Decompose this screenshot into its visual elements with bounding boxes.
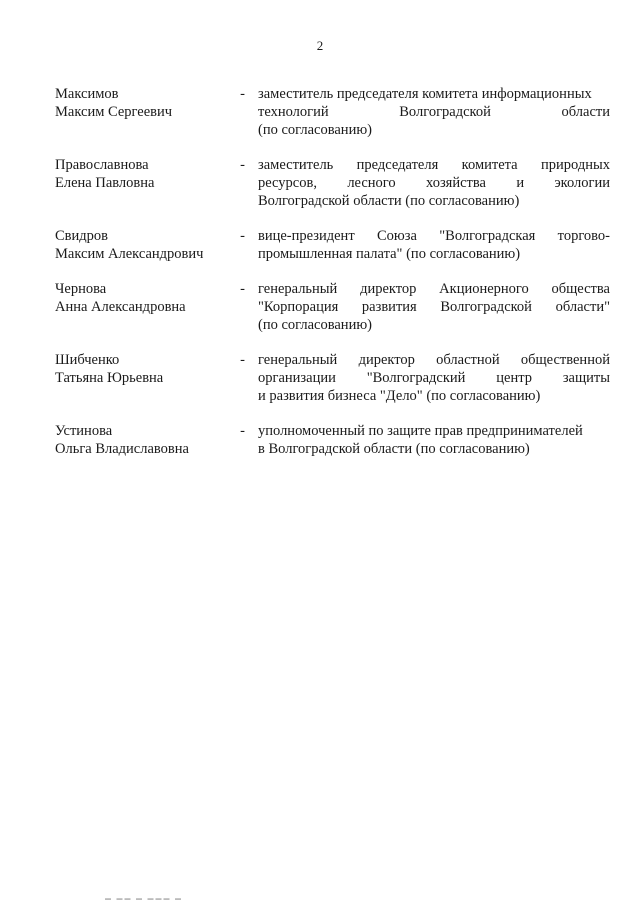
member-surname: Максимов — [55, 86, 119, 102]
role-line — [258, 387, 610, 405]
role-word: уполномоченный по защите прав предпринимателей — [258, 423, 583, 439]
role-word: технологий — [258, 104, 329, 120]
member-role — [258, 156, 610, 210]
member-role — [258, 422, 610, 458]
role-word: "Волгоградская — [439, 228, 536, 244]
role-line — [258, 316, 610, 334]
role-word: развития — [361, 299, 417, 315]
role-word: защиты — [562, 370, 610, 386]
member-role — [258, 227, 610, 263]
role-word: в Волгоградской области (по согласованию) — [258, 441, 530, 457]
role-word: области" — [555, 299, 610, 315]
member-entry — [55, 280, 610, 334]
separator-dash: - — [240, 228, 245, 244]
role-line — [258, 156, 610, 174]
role-word: Волгоградской области (по согласованию) — [258, 193, 520, 209]
member-surname: Устинова — [55, 423, 113, 439]
role-line — [258, 85, 610, 103]
role-word: и развития бизнеса "Дело" (по согласованию) — [258, 388, 541, 404]
member-surname: Свидров — [55, 228, 109, 244]
role-word: ресурсов, — [258, 175, 317, 191]
role-word: Волгоградской — [440, 299, 532, 315]
role-line — [258, 298, 610, 316]
role-line — [258, 351, 610, 369]
member-name — [55, 85, 227, 139]
role-word: общественной — [520, 352, 610, 368]
separator-dash: - — [240, 423, 245, 439]
role-word: председателя — [356, 157, 439, 173]
role-word: центр — [496, 370, 532, 386]
member-given-names: Татьяна Юрьевна — [55, 370, 164, 386]
separator-dash: - — [240, 352, 245, 368]
role-line — [258, 245, 610, 263]
role-word: заместитель — [258, 157, 334, 173]
role-word: промышленная палата" (по согласованию) — [258, 246, 521, 262]
member-name — [55, 156, 227, 210]
member-given-names: Анна Александровна — [55, 299, 186, 315]
role-word: Союза — [376, 228, 417, 244]
role-word: организации — [258, 370, 336, 386]
role-word: Акционерного — [439, 281, 529, 297]
member-surname: Шибченко — [55, 352, 120, 368]
role-line — [258, 174, 610, 192]
role-word: природных — [540, 157, 610, 173]
role-word: заместитель председателя комитета информационных — [258, 86, 592, 102]
role-line — [258, 280, 610, 298]
member-entry — [55, 351, 610, 405]
page-number: 2 — [316, 38, 324, 53]
role-word: вице-президент — [258, 228, 355, 244]
role-word: Волгоградской — [399, 104, 491, 120]
member-name — [55, 351, 227, 405]
role-word: "Волгоградский — [366, 370, 466, 386]
separator-dash: - — [240, 86, 245, 102]
member-entry — [55, 156, 610, 210]
scan-artifact-marks: ▬ ▬▬ ▬ ▬▬▬ ▬ — [105, 896, 183, 902]
member-name — [55, 280, 227, 334]
role-line — [258, 192, 610, 210]
role-word: генеральный — [258, 352, 338, 368]
member-role — [258, 351, 610, 405]
role-word: (по согласованию) — [258, 317, 372, 333]
separator-dash: - — [240, 157, 245, 173]
member-given-names: Елена Павловна — [55, 175, 155, 191]
role-line — [258, 440, 610, 458]
member-entry — [55, 85, 610, 139]
role-word: лесного — [347, 175, 396, 191]
role-line — [258, 103, 610, 121]
role-word: комитета — [461, 157, 518, 173]
role-word: общества — [551, 281, 610, 297]
role-line — [258, 369, 610, 387]
role-word: генеральный — [258, 281, 338, 297]
member-given-names: Ольга Владиславовна — [55, 441, 189, 457]
member-entry — [55, 422, 610, 458]
member-name — [55, 227, 227, 263]
member-given-names: Максим Сергеевич — [55, 104, 173, 120]
role-word: и — [516, 175, 525, 191]
role-line — [258, 422, 610, 440]
role-word: областной — [436, 352, 500, 368]
role-word: (по согласованию) — [258, 122, 372, 138]
role-word: "Корпорация — [258, 299, 339, 315]
committee-member-list — [55, 85, 610, 475]
member-surname: Православнова — [55, 157, 149, 173]
role-word: директор — [358, 352, 415, 368]
member-surname: Чернова — [55, 281, 107, 297]
role-line — [258, 227, 610, 245]
role-word: директор — [360, 281, 417, 297]
role-word: торгово- — [557, 228, 610, 244]
separator-dash: - — [240, 281, 245, 297]
member-role — [258, 85, 610, 139]
member-entry — [55, 227, 610, 263]
member-given-names: Максим Александрович — [55, 246, 204, 262]
role-line — [258, 121, 610, 139]
member-role — [258, 280, 610, 334]
member-name — [55, 422, 227, 458]
role-word: экологии — [554, 175, 610, 191]
role-word: хозяйства — [426, 175, 486, 191]
role-word: области — [561, 104, 610, 120]
